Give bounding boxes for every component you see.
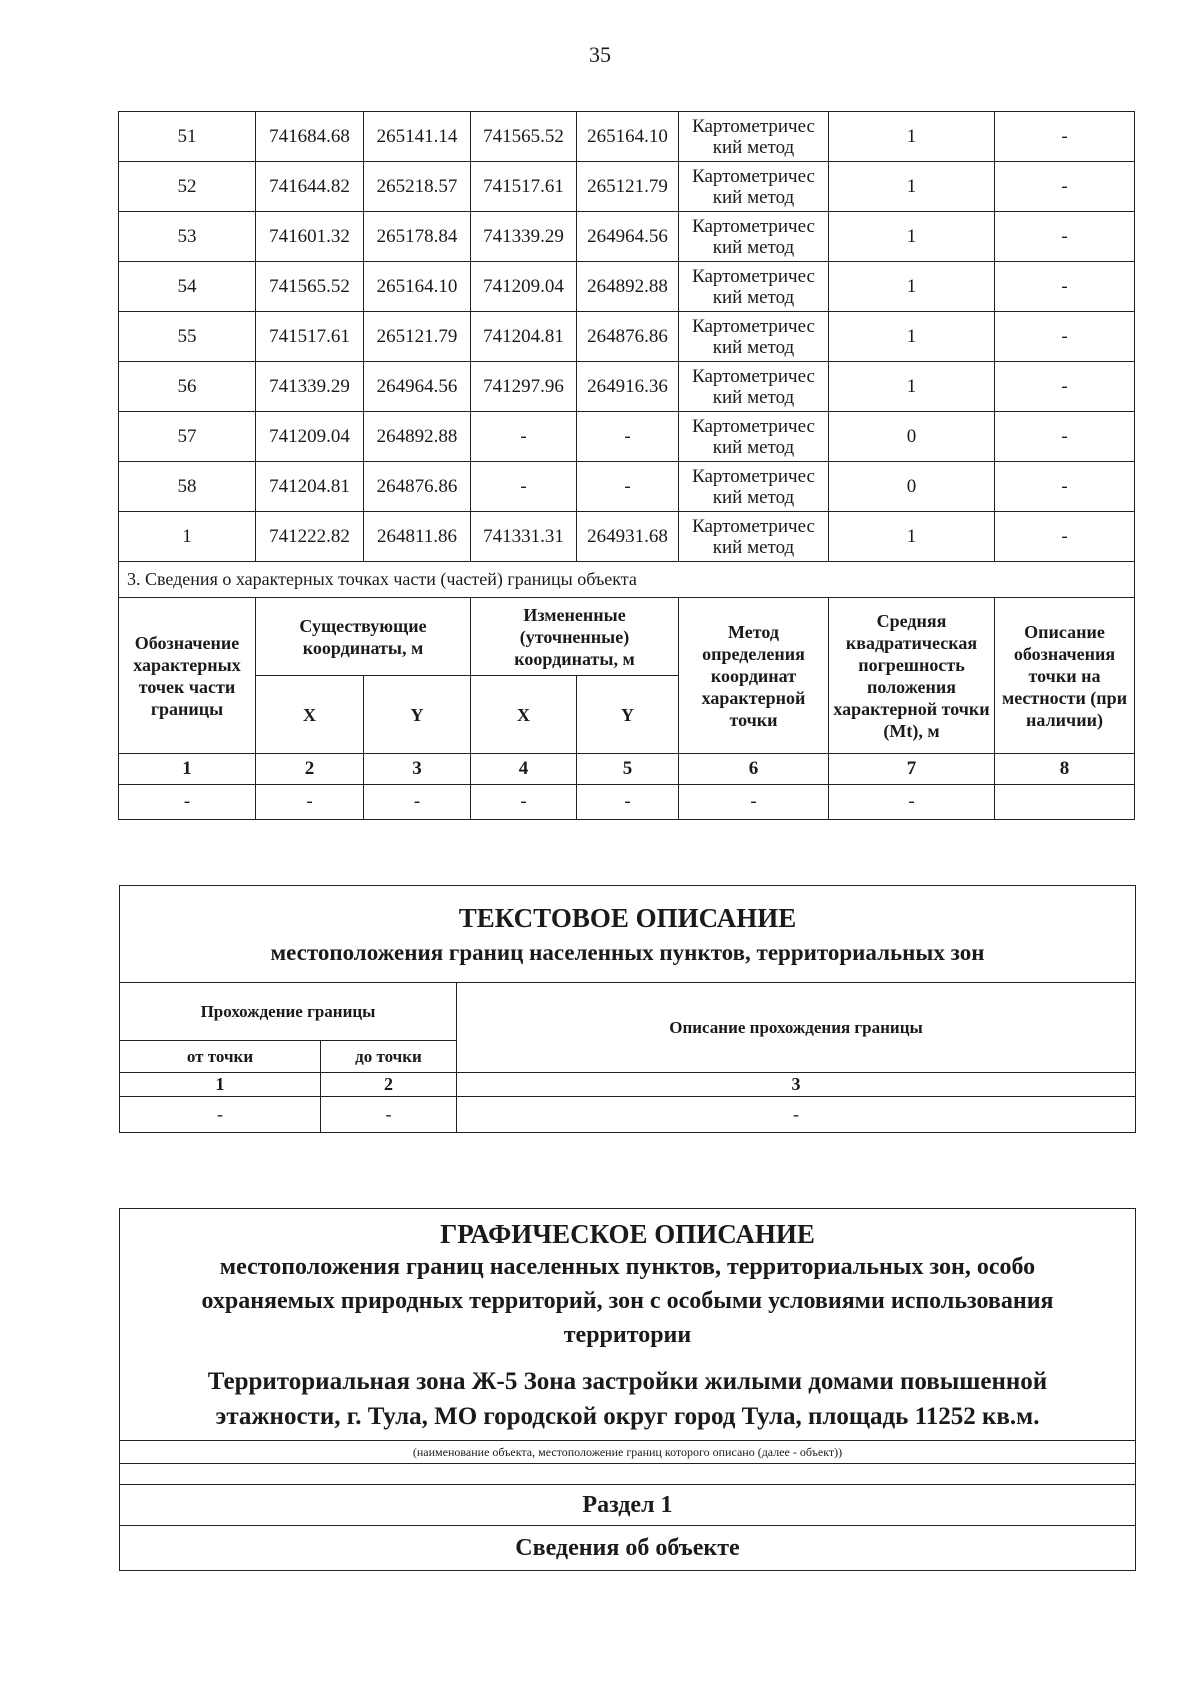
graphic-description-title-row xyxy=(120,1209,1136,1441)
column-number: 2 xyxy=(321,1073,457,1097)
point-number: 1 xyxy=(119,512,256,562)
passage-numbers-row xyxy=(120,1073,1136,1097)
column-number: 2 xyxy=(256,754,364,785)
point-number: 52 xyxy=(119,162,256,212)
table-row xyxy=(119,262,1135,312)
table-cell: - xyxy=(829,785,995,820)
accuracy-value: 1 xyxy=(829,512,995,562)
method-cell xyxy=(679,212,829,262)
point-number: 55 xyxy=(119,312,256,362)
changed-y: 264916.36 xyxy=(577,362,679,412)
accuracy-value: 1 xyxy=(829,162,995,212)
existing-x: 741339.29 xyxy=(256,362,364,412)
spacer-row xyxy=(120,1464,1136,1485)
changed-y: 264892.88 xyxy=(577,262,679,312)
table-row xyxy=(119,512,1135,562)
table-row xyxy=(119,112,1135,162)
method-line: кий метод xyxy=(712,336,795,358)
point-description: - xyxy=(995,462,1135,512)
changed-y: 264876.86 xyxy=(577,312,679,362)
header-changed-y: Y xyxy=(577,676,679,754)
column-number: 1 xyxy=(120,1073,321,1097)
method-cell xyxy=(679,262,829,312)
existing-y: 265218.57 xyxy=(364,162,471,212)
existing-x: 741601.32 xyxy=(256,212,364,262)
point-number: 58 xyxy=(119,462,256,512)
point-description: - xyxy=(995,212,1135,262)
point-number: 53 xyxy=(119,212,256,262)
existing-y: 264811.86 xyxy=(364,512,471,562)
changed-y: - xyxy=(577,462,679,512)
changed-x: - xyxy=(471,462,577,512)
changed-x: 741209.04 xyxy=(471,262,577,312)
existing-x: 741204.81 xyxy=(256,462,364,512)
info-row xyxy=(120,1526,1136,1571)
accuracy-value: 0 xyxy=(829,412,995,462)
table-row xyxy=(119,462,1135,512)
column-numbers-row xyxy=(119,754,1135,785)
table-cell: - xyxy=(120,1097,321,1133)
table-cell: - xyxy=(256,785,364,820)
method-cell xyxy=(679,412,829,462)
table-row xyxy=(119,412,1135,462)
coordinates-table-body xyxy=(119,112,1135,562)
method-line: кий метод xyxy=(712,136,795,158)
header-designation: Обозначение характерных точек части границы xyxy=(119,598,256,754)
existing-x: 741644.82 xyxy=(256,162,364,212)
accuracy-value: 1 xyxy=(829,262,995,312)
section3-empty-row xyxy=(119,785,1135,820)
table-cell: - xyxy=(321,1097,457,1133)
existing-x: 741684.68 xyxy=(256,112,364,162)
method-line: Картометричес xyxy=(692,315,815,337)
existing-y: 264876.86 xyxy=(364,462,471,512)
table-cell: - xyxy=(457,1097,1136,1133)
header-changed-x: X xyxy=(471,676,577,754)
existing-y: 264892.88 xyxy=(364,412,471,462)
method-cell xyxy=(679,312,829,362)
object-name-caption: (наименование объекта, местоположение границ которого описано (далее - объект)) xyxy=(120,1441,1136,1464)
method-line: Картометричес xyxy=(692,515,815,537)
section-row xyxy=(120,1485,1136,1526)
method-line: Картометричес xyxy=(692,165,815,187)
point-description: - xyxy=(995,512,1135,562)
table-row xyxy=(119,212,1135,262)
changed-x: 741204.81 xyxy=(471,312,577,362)
point-number: 56 xyxy=(119,362,256,412)
table-cell: - xyxy=(471,785,577,820)
column-number: 5 xyxy=(577,754,679,785)
passage-description-header: Описание прохождения границы xyxy=(457,983,1136,1073)
section3-header-row xyxy=(119,598,1135,676)
changed-x: - xyxy=(471,412,577,462)
point-number: 51 xyxy=(119,112,256,162)
method-line: кий метод xyxy=(712,436,795,458)
graphic-description-subtitle-line: местоположения границ населенных пунктов, территориальных зон, особо xyxy=(219,1254,1036,1280)
method-line: кий метод xyxy=(712,536,795,558)
graphic-description-subtitle-line: охраняемых природных территорий, зон с особыми условиями использования xyxy=(201,1288,1054,1314)
existing-x: 741222.82 xyxy=(256,512,364,562)
changed-y: 265164.10 xyxy=(577,112,679,162)
header-method: Метод определения координат характерной точки xyxy=(679,598,829,754)
changed-x: 741517.61 xyxy=(471,162,577,212)
method-line: Картометричес xyxy=(692,465,815,487)
method-cell xyxy=(679,362,829,412)
accuracy-value: 1 xyxy=(829,312,995,362)
point-number: 54 xyxy=(119,262,256,312)
changed-x: 741565.52 xyxy=(471,112,577,162)
method-line: кий метод xyxy=(712,186,795,208)
column-number: 8 xyxy=(995,754,1135,785)
method-line: кий метод xyxy=(712,486,795,508)
header-existing-y: Y xyxy=(364,676,471,754)
graphic-description-title: ГРАФИЧЕСКОЕ ОПИСАНИЕ xyxy=(440,1219,815,1249)
table-row xyxy=(119,162,1135,212)
table-cell: - xyxy=(679,785,829,820)
method-cell xyxy=(679,512,829,562)
from-point-header: от точки xyxy=(120,1041,321,1073)
header-existing-x: X xyxy=(256,676,364,754)
table-cell xyxy=(995,785,1135,820)
existing-y: 265164.10 xyxy=(364,262,471,312)
point-description: - xyxy=(995,162,1135,212)
table-cell: - xyxy=(577,785,679,820)
existing-x: 741517.61 xyxy=(256,312,364,362)
passage-data-row xyxy=(120,1097,1136,1133)
passage-header: Прохождение границы xyxy=(120,983,457,1041)
method-line: Картометричес xyxy=(692,115,815,137)
method-line: кий метод xyxy=(712,286,795,308)
spacer-cell xyxy=(120,1464,1136,1485)
point-number: 57 xyxy=(119,412,256,462)
section3-title-row xyxy=(119,562,1135,598)
changed-y: 265121.79 xyxy=(577,162,679,212)
text-description-title-row xyxy=(120,886,1136,983)
table-cell: - xyxy=(119,785,256,820)
method-line: Картометричес xyxy=(692,415,815,437)
existing-x: 741565.52 xyxy=(256,262,364,312)
column-number: 3 xyxy=(364,754,471,785)
method-cell xyxy=(679,462,829,512)
graphic-description-title-cell xyxy=(120,1209,1136,1441)
changed-x: 741297.96 xyxy=(471,362,577,412)
changed-x: 741339.29 xyxy=(471,212,577,262)
column-number: 1 xyxy=(119,754,256,785)
table-row xyxy=(119,362,1135,412)
point-description: - xyxy=(995,112,1135,162)
passage-header-row xyxy=(120,983,1136,1041)
text-description-subtitle: местоположения границ населенных пунктов, территориальных зон xyxy=(270,939,985,965)
changed-y: 264931.68 xyxy=(577,512,679,562)
changed-y: - xyxy=(577,412,679,462)
header-accuracy: Средняя квадратическая погрешность положения характерной точки (Mt), м xyxy=(829,598,995,754)
existing-y: 265178.84 xyxy=(364,212,471,262)
column-number: 6 xyxy=(679,754,829,785)
zone-name-line: этажности, г. Тула, МО городской округ город Тула, площадь 11252 кв.м. xyxy=(215,1403,1040,1430)
section3-title: 3. Сведения о характерных точках части (частей) границы объекта xyxy=(119,562,1135,598)
accuracy-value: 1 xyxy=(829,112,995,162)
table-cell: - xyxy=(364,785,471,820)
existing-x: 741209.04 xyxy=(256,412,364,462)
point-description: - xyxy=(995,412,1135,462)
changed-y: 264964.56 xyxy=(577,212,679,262)
text-description-table xyxy=(119,885,1136,1133)
graphic-description-subtitle-line: территории xyxy=(563,1322,692,1348)
method-cell xyxy=(679,162,829,212)
method-line: Картометричес xyxy=(692,365,815,387)
accuracy-value: 1 xyxy=(829,362,995,412)
column-number: 7 xyxy=(829,754,995,785)
caption-row xyxy=(120,1441,1136,1464)
header-existing-coords: Существующие координаты, м xyxy=(256,598,471,676)
existing-y: 264964.56 xyxy=(364,362,471,412)
point-description: - xyxy=(995,312,1135,362)
method-line: кий метод xyxy=(712,386,795,408)
object-info-title: Сведения об объекте xyxy=(120,1526,1136,1571)
accuracy-value: 1 xyxy=(829,212,995,262)
column-number: 4 xyxy=(471,754,577,785)
accuracy-value: 0 xyxy=(829,462,995,512)
point-description: - xyxy=(995,362,1135,412)
coordinates-table xyxy=(118,111,1135,820)
graphic-description-table xyxy=(119,1208,1136,1571)
text-description-title: ТЕКСТОВОЕ ОПИСАНИЕ xyxy=(458,902,797,933)
existing-y: 265121.79 xyxy=(364,312,471,362)
column-number: 3 xyxy=(457,1073,1136,1097)
method-cell xyxy=(679,112,829,162)
header-description: Описание обозначения точки на местности (при наличии) xyxy=(995,598,1135,754)
method-line: Картометричес xyxy=(692,215,815,237)
method-line: кий метод xyxy=(712,236,795,258)
method-line: Картометричес xyxy=(692,265,815,287)
existing-y: 265141.14 xyxy=(364,112,471,162)
table-row xyxy=(119,312,1135,362)
section-title: Раздел 1 xyxy=(120,1485,1136,1526)
page-number: 35 xyxy=(589,42,611,67)
header-changed-coords: Измененные (уточненные) координаты, м xyxy=(471,598,679,676)
text-description-title-cell xyxy=(120,886,1136,983)
zone-name-line: Территориальная зона Ж-5 Зона застройки жилыми домами повышенной xyxy=(207,1368,1048,1395)
changed-x: 741331.31 xyxy=(471,512,577,562)
to-point-header: до точки xyxy=(321,1041,457,1073)
point-description: - xyxy=(995,262,1135,312)
